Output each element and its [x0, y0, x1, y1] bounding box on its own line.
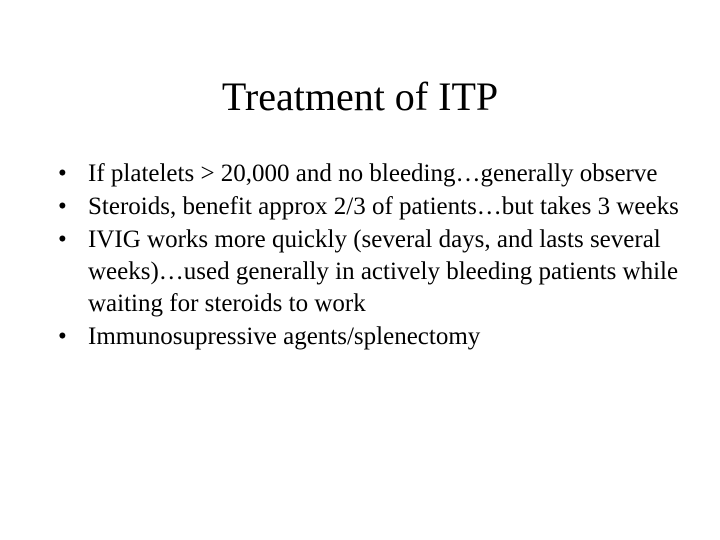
- bullet-item: [58, 158, 688, 190]
- bullet-text: IVIG works more quickly (several days, and lasts several weeks)…used generally in actively bleeding patients while waiting for steroids to work: [88, 226, 679, 317]
- bullet-text: Steroids, benefit approx 2/3 of patients…but takes 3 weeks: [88, 193, 679, 220]
- bullet-icon: •: [58, 193, 67, 220]
- bullet-item: [58, 191, 688, 223]
- bullet-text: If platelets > 20,000 and no bleeding…generally observe: [88, 160, 658, 187]
- bullet-icon: •: [58, 226, 67, 253]
- bullet-item: [58, 321, 688, 353]
- bullet-icon: •: [58, 160, 67, 187]
- bullet-text: Immunosupressive agents/splenectomy: [88, 323, 481, 350]
- bullet-list: [58, 158, 688, 354]
- slide-title: Treatment of ITP: [221, 74, 499, 119]
- bullet-item: [58, 224, 688, 320]
- bullet-icon: •: [58, 323, 67, 350]
